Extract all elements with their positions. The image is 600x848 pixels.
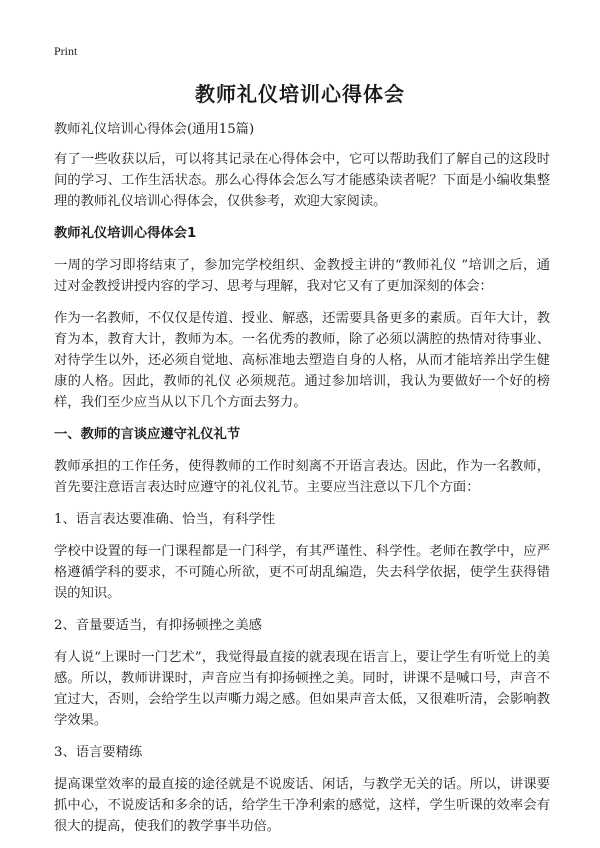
document-title: 教师礼仪培训心得体会 [195,82,405,106]
numbered-item: 2、音量要适当，有抑扬顿挫之美感 [54,618,262,633]
document-body [54,119,550,848]
intro-paragraph: 有了一些收获以后，可以将其记录在心得体会中，它可以帮助我们了解自己的这段时间的学习、工作生活状态。那么心得体会怎么写才能感染读者呢？下面是小编收集整理的教师礼仪培训心得体会，仅供参考，欢迎大家阅读。 [54,152,550,209]
section-heading: 教师礼仪培训心得体会1 [54,226,197,241]
paragraph: 提高课堂效率的最直接的途径就是不说废话、闲话，与教学无关的话。所以，讲课要抓中心，不说废话和多余的话，给学生干净利索的感觉，这样，学生听课的效率会有很大的提高，使我们的教学事半功倍。 [54,777,550,834]
subsection-heading: 一、教师的言谈应遵守礼仪礼节 [54,427,241,442]
paragraph: 教师承担的工作任务，使得教师的工作时刻离不开语言表达。因此，作为一名教师，首先要注意语言表达时应遵守的礼仪礼节。主要应当注意以下几个方面： [54,459,550,495]
document-subtitle: 教师礼仪培训心得体会(通用15篇) [54,122,255,137]
paragraph: 学校中设置的每一门课程都是一门科学，有其严谨性、科学性。老师在教学中，应严格遵循学科的要求，不可随心所欲，更不可胡乱编造，失去科学依据，使学生获得错误的知识。 [54,544,550,601]
paragraph: 有人说“上课时一门艺术”，我觉得最直接的就表现在语言上，要让学生有听觉上的美感。所以，教师讲课时，声音应当有抑扬顿挫之美。同时，讲课不是喊口号，声音不宜过大，否则，会给学生以声嘶力竭之感。但如果声音太低，又很难听清，会影响教学效果。 [54,650,550,728]
numbered-item: 3、语言要精练 [54,745,143,760]
print-link[interactable]: Print [54,44,78,58]
numbered-item: 1、语言表达要准确、恰当，有科学性 [54,512,276,527]
paragraph: 作为一名教师，不仅仅是传道、授业、解惑，还需要具备更多的素质。百年大计，教育为本，教育大计，教师为本。一名优秀的教师，除了必须以满腔的热情对待事业、对待学生以外，还必须自觉地、高标准地去塑造自身的人格，从而才能培养出学生健康的人格。因此，教师的礼仪 必须规范。通过参加培训，我认为要做好一个好的榜样，我们至少应当从以下几个方面去努力。 [54,311,550,410]
paragraph: 一周的学习即将结束了，参加完学校组织、金教授主讲的“教师礼仪 ”培训之后，通过对金教授讲授内容的学习、思考与理解，我对它又有了更加深刻的体会： [54,258,550,294]
